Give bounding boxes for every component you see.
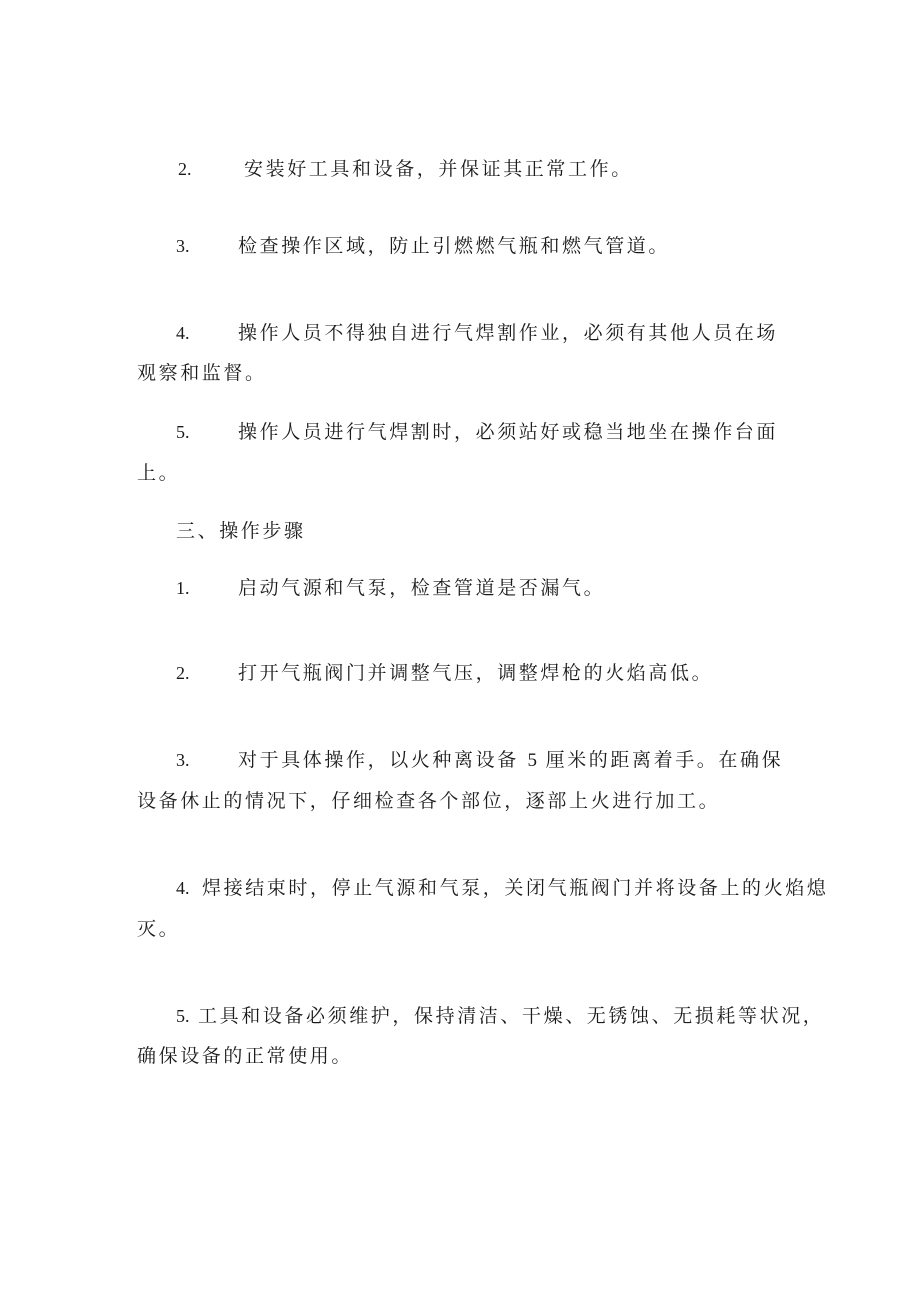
step-text: 启动气源和气泵，检查管道是否漏气。 (238, 577, 606, 599)
list-item-text: 检查操作区域，防止引燃燃气瓶和燃气管道。 (238, 235, 671, 257)
list-number: 3. (176, 236, 190, 256)
step-continuation: 灭。 (137, 918, 181, 940)
list-item-text: 操作人员进行气焊割时，必须站好或稳当地坐在操作台面 (238, 421, 779, 443)
step-text-before: 对于具体操作，以火种离设备 (238, 749, 519, 771)
section-heading: 三、操作步骤 (176, 520, 306, 542)
list-item-continuation: 上。 (137, 462, 181, 484)
step-number: 2. (176, 663, 190, 683)
list-number: 2. (178, 159, 192, 179)
step-number: 4. (176, 878, 190, 898)
step-number: 3. (176, 750, 190, 770)
step-continuation: 设备休止的情况下，仔细检查各个部位，逐部上火进行加工。 (137, 790, 721, 812)
distance-value: 5 (527, 750, 537, 771)
step-number: 5. (176, 1006, 190, 1026)
list-number: 4. (176, 323, 190, 343)
step-number: 1. (176, 578, 190, 598)
list-number: 5. (176, 422, 190, 442)
list-item-text: 操作人员不得独自进行气焊割作业，必须有其他人员在场 (238, 322, 779, 344)
list-item-text: 安装好工具和设备，并保证其正常工作。 (244, 158, 633, 180)
list-item-continuation: 观察和监督。 (137, 362, 267, 384)
step-text: 打开气瓶阀门并调整气压，调整焊枪的火焰高低。 (238, 662, 714, 684)
step-continuation: 确保设备的正常使用。 (137, 1045, 354, 1067)
step-text: 工具和设备必须维护，保持清洁、干燥、无锈蚀、无损耗等状况， (198, 1005, 825, 1027)
step-text: 焊接结束时，停止气源和气泵，关闭气瓶阀门并将设备上的火焰熄 (202, 877, 829, 899)
step-text (238, 748, 783, 773)
step-text-after: 厘米的距离着手。在确保 (545, 749, 784, 771)
